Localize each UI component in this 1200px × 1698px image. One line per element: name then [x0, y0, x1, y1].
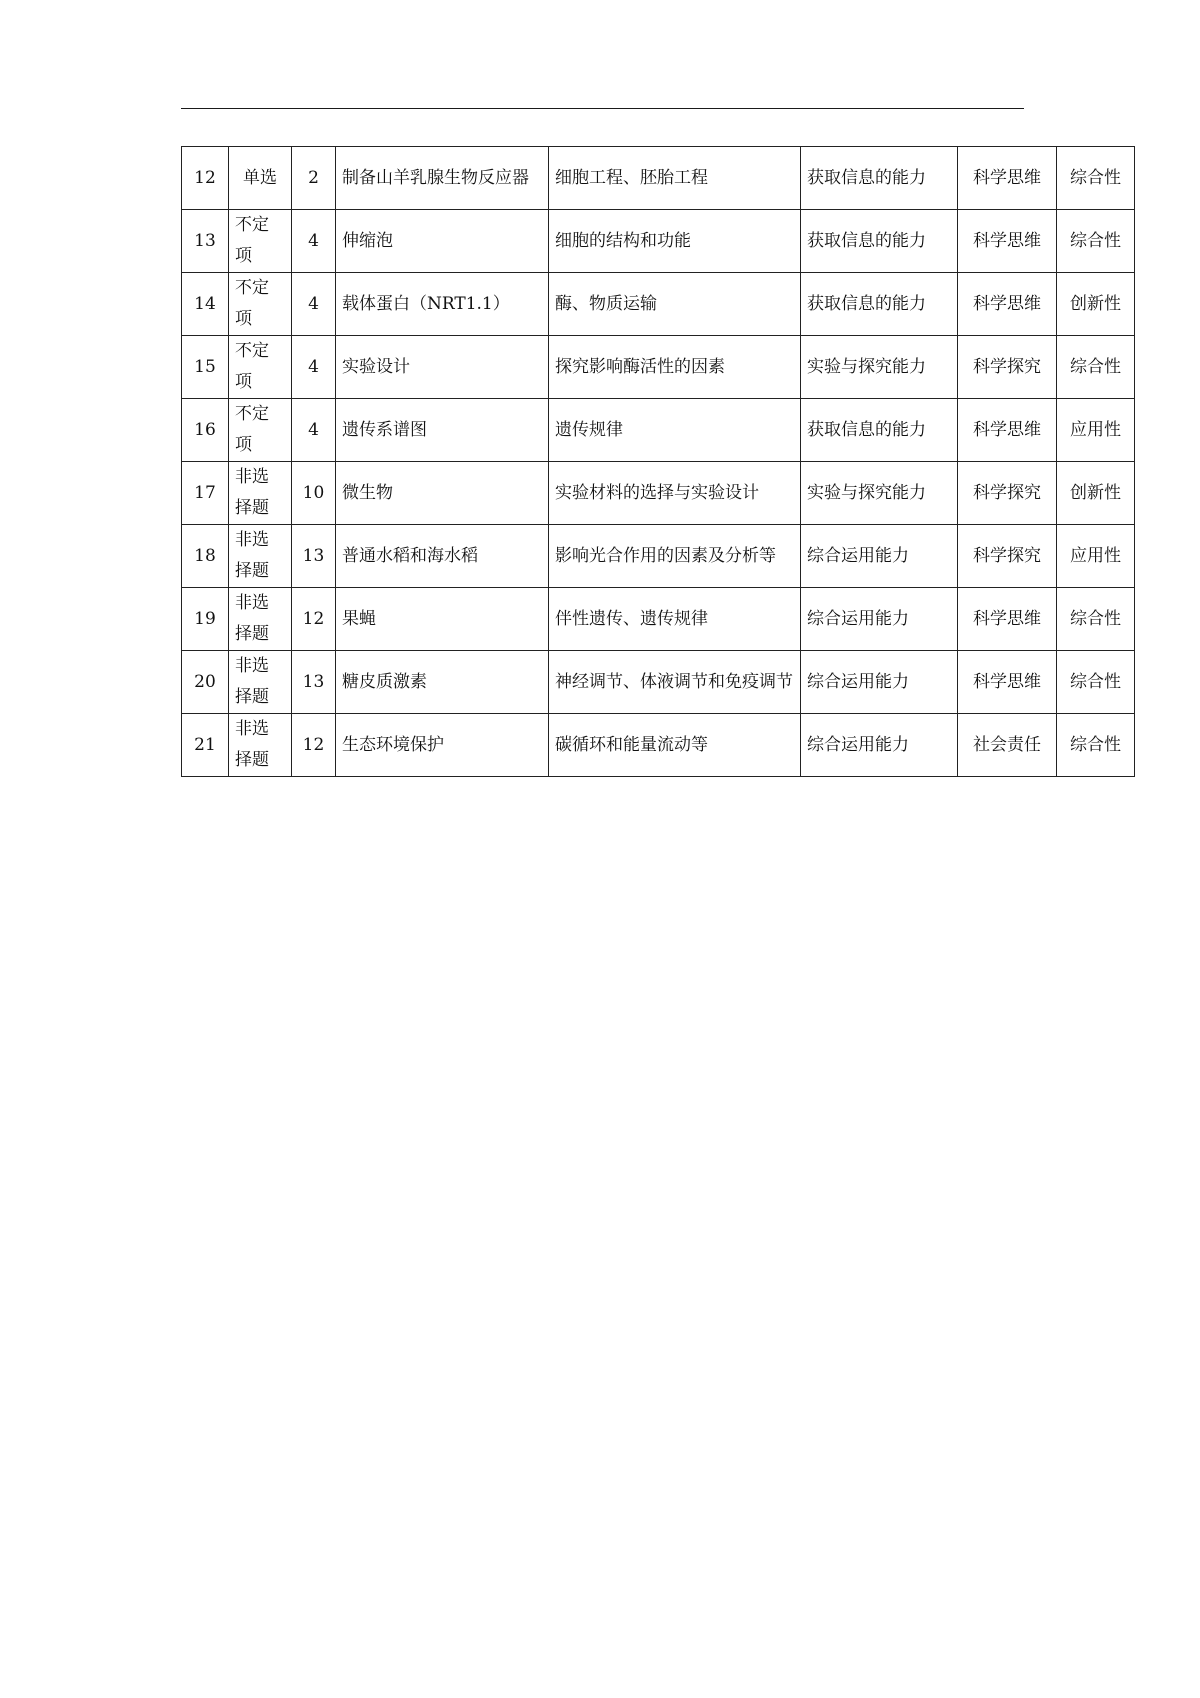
table-row — [182, 210, 1135, 273]
question-number-cell: 14 — [182, 273, 229, 336]
ability-cell: 综合运用能力 — [801, 588, 958, 651]
ability-cell: 获取信息的能力 — [801, 147, 958, 210]
feature-cell: 综合性 — [1057, 588, 1135, 651]
question-number-cell: 19 — [182, 588, 229, 651]
score-cell: 12 — [292, 588, 336, 651]
literacy-cell: 科学思维 — [958, 588, 1057, 651]
question-number-cell: 15 — [182, 336, 229, 399]
ability-cell: 实验与探究能力 — [801, 336, 958, 399]
knowledge-cell: 细胞工程、胚胎工程 — [549, 147, 801, 210]
feature-cell: 应用性 — [1057, 525, 1135, 588]
feature-cell: 综合性 — [1057, 651, 1135, 714]
content-cell: 遗传系谱图 — [336, 399, 549, 462]
question-number-cell: 20 — [182, 651, 229, 714]
table-row — [182, 336, 1135, 399]
score-cell: 13 — [292, 651, 336, 714]
literacy-cell: 科学思维 — [958, 210, 1057, 273]
table-body — [182, 147, 1135, 777]
score-cell: 12 — [292, 714, 336, 777]
question-number-cell: 17 — [182, 462, 229, 525]
question-number-cell: 16 — [182, 399, 229, 462]
knowledge-cell: 神经调节、体液调节和免疫调节 — [549, 651, 801, 714]
score-cell: 4 — [292, 273, 336, 336]
feature-cell: 综合性 — [1057, 210, 1135, 273]
content-cell: 实验设计 — [336, 336, 549, 399]
knowledge-cell: 实验材料的选择与实验设计 — [549, 462, 801, 525]
question-type-cell: 不定 项 — [229, 336, 292, 399]
score-cell: 4 — [292, 336, 336, 399]
literacy-cell: 科学思维 — [958, 147, 1057, 210]
ability-cell: 综合运用能力 — [801, 525, 958, 588]
feature-cell: 创新性 — [1057, 273, 1135, 336]
table-row — [182, 399, 1135, 462]
feature-cell: 综合性 — [1057, 714, 1135, 777]
feature-cell: 创新性 — [1057, 462, 1135, 525]
feature-cell: 综合性 — [1057, 147, 1135, 210]
content-cell: 果蝇 — [336, 588, 549, 651]
ability-cell: 获取信息的能力 — [801, 273, 958, 336]
knowledge-cell: 遗传规律 — [549, 399, 801, 462]
literacy-cell: 科学探究 — [958, 462, 1057, 525]
header-rule — [181, 108, 1024, 109]
feature-cell: 综合性 — [1057, 336, 1135, 399]
table-row — [182, 462, 1135, 525]
content-cell: 普通水稻和海水稻 — [336, 525, 549, 588]
table-row — [182, 714, 1135, 777]
score-cell: 10 — [292, 462, 336, 525]
literacy-cell: 社会责任 — [958, 714, 1057, 777]
table-row — [182, 147, 1135, 210]
question-type-cell: 单选 — [229, 147, 292, 210]
ability-cell: 获取信息的能力 — [801, 399, 958, 462]
question-type-cell: 不定 项 — [229, 210, 292, 273]
table-row — [182, 525, 1135, 588]
score-cell: 13 — [292, 525, 336, 588]
knowledge-cell: 细胞的结构和功能 — [549, 210, 801, 273]
knowledge-cell: 影响光合作用的因素及分析等 — [549, 525, 801, 588]
question-number-cell: 12 — [182, 147, 229, 210]
literacy-cell: 科学探究 — [958, 336, 1057, 399]
content-cell: 微生物 — [336, 462, 549, 525]
table-row — [182, 273, 1135, 336]
question-type-cell: 非选 择题 — [229, 588, 292, 651]
ability-cell: 综合运用能力 — [801, 714, 958, 777]
knowledge-cell: 碳循环和能量流动等 — [549, 714, 801, 777]
knowledge-cell: 伴性遗传、遗传规律 — [549, 588, 801, 651]
question-type-cell: 非选 择题 — [229, 714, 292, 777]
score-cell: 2 — [292, 147, 336, 210]
feature-cell: 应用性 — [1057, 399, 1135, 462]
literacy-cell: 科学思维 — [958, 651, 1057, 714]
content-cell: 载体蛋白（NRT1.1） — [336, 273, 549, 336]
question-type-cell: 非选 择题 — [229, 462, 292, 525]
score-cell: 4 — [292, 399, 336, 462]
literacy-cell: 科学思维 — [958, 273, 1057, 336]
content-cell: 糖皮质激素 — [336, 651, 549, 714]
ability-cell: 实验与探究能力 — [801, 462, 958, 525]
knowledge-cell: 酶、物质运输 — [549, 273, 801, 336]
ability-cell: 获取信息的能力 — [801, 210, 958, 273]
literacy-cell: 科学探究 — [958, 525, 1057, 588]
exam-spec-table — [181, 146, 1135, 777]
content-cell: 生态环境保护 — [336, 714, 549, 777]
content-cell: 伸缩泡 — [336, 210, 549, 273]
table-row — [182, 651, 1135, 714]
score-cell: 4 — [292, 210, 336, 273]
content-cell: 制备山羊乳腺生物反应器 — [336, 147, 549, 210]
ability-cell: 综合运用能力 — [801, 651, 958, 714]
question-type-cell: 不定 项 — [229, 273, 292, 336]
knowledge-cell: 探究影响酶活性的因素 — [549, 336, 801, 399]
question-type-cell: 非选 择题 — [229, 651, 292, 714]
question-type-cell: 非选 择题 — [229, 525, 292, 588]
question-number-cell: 13 — [182, 210, 229, 273]
question-number-cell: 18 — [182, 525, 229, 588]
table-row — [182, 588, 1135, 651]
question-type-cell: 不定 项 — [229, 399, 292, 462]
literacy-cell: 科学思维 — [958, 399, 1057, 462]
question-number-cell: 21 — [182, 714, 229, 777]
